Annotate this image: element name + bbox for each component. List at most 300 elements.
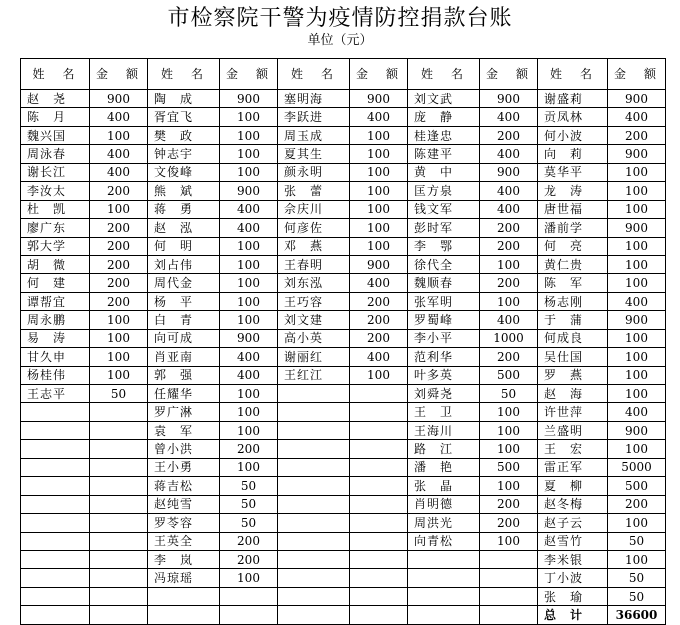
donor-name-cell: 李 岚 bbox=[148, 550, 220, 568]
donation-amount-cell: 400 bbox=[220, 348, 278, 366]
donor-name-cell: 罗 燕 bbox=[538, 366, 608, 384]
donor-name-cell: 王红江 bbox=[278, 366, 350, 384]
donor-name-cell: 邓 燕 bbox=[278, 237, 350, 255]
donor-name-cell: 潘 艳 bbox=[408, 458, 480, 476]
donor-name-cell: 赵子云 bbox=[538, 514, 608, 532]
donation-amount-cell: 100 bbox=[480, 255, 538, 273]
donation-amount-cell: 100 bbox=[220, 292, 278, 310]
donor-name-cell: 文俊峰 bbox=[148, 163, 220, 181]
donation-amount-cell: 100 bbox=[608, 550, 666, 568]
donor-name-cell bbox=[21, 587, 90, 605]
table-row bbox=[21, 477, 666, 495]
donor-name-cell: 李小平 bbox=[408, 329, 480, 347]
donation-amount-cell: 200 bbox=[480, 514, 538, 532]
donor-name-cell: 何成良 bbox=[538, 329, 608, 347]
donor-name-cell: 钟志宇 bbox=[148, 145, 220, 163]
donor-name-cell: 陈 军 bbox=[538, 274, 608, 292]
donor-name-cell bbox=[278, 495, 350, 513]
donation-amount-cell: 400 bbox=[608, 292, 666, 310]
total-amount: 36600 bbox=[608, 606, 666, 624]
donation-amount-cell: 100 bbox=[608, 514, 666, 532]
table-row bbox=[21, 200, 666, 218]
table-row bbox=[21, 255, 666, 273]
donation-amount-cell: 50 bbox=[608, 587, 666, 605]
table-row bbox=[21, 163, 666, 181]
table-row bbox=[21, 606, 666, 624]
donation-amount-cell: 400 bbox=[480, 182, 538, 200]
donor-name-cell: 颜永明 bbox=[278, 163, 350, 181]
donor-name-cell: 黄 中 bbox=[408, 163, 480, 181]
table-row bbox=[21, 532, 666, 550]
donor-name-cell: 张 蕾 bbox=[278, 182, 350, 200]
donation-amount-cell: 200 bbox=[480, 348, 538, 366]
name-column-header: 姓 名 bbox=[278, 59, 350, 90]
donor-name-cell bbox=[278, 477, 350, 495]
donor-name-cell: 白 青 bbox=[148, 311, 220, 329]
donor-name-cell bbox=[21, 569, 90, 587]
donation-amount-cell: 100 bbox=[220, 569, 278, 587]
donation-amount-cell: 400 bbox=[350, 274, 408, 292]
donation-amount-cell: 100 bbox=[90, 200, 148, 218]
donor-name-cell: 王小勇 bbox=[148, 458, 220, 476]
donor-name-cell: 胥宜飞 bbox=[148, 108, 220, 126]
table-row bbox=[21, 440, 666, 458]
donor-name-cell: 杨 平 bbox=[148, 292, 220, 310]
donation-amount-cell: 500 bbox=[480, 366, 538, 384]
donor-name-cell bbox=[278, 421, 350, 439]
amount-column-header: 金 额 bbox=[480, 59, 538, 90]
donation-amount-cell: 900 bbox=[608, 311, 666, 329]
donor-name-cell: 王 宏 bbox=[538, 440, 608, 458]
table-row bbox=[21, 311, 666, 329]
table-row bbox=[21, 569, 666, 587]
donation-amount-cell: 900 bbox=[608, 90, 666, 108]
donor-name-cell: 周代金 bbox=[148, 274, 220, 292]
donation-amount-cell bbox=[90, 569, 148, 587]
donor-name-cell: 魏顺春 bbox=[408, 274, 480, 292]
donation-amount-cell: 400 bbox=[220, 366, 278, 384]
donation-amount-cell: 1000 bbox=[480, 329, 538, 347]
donation-amount-cell: 5000 bbox=[608, 458, 666, 476]
donation-amount-cell: 400 bbox=[220, 200, 278, 218]
donation-amount-cell: 100 bbox=[480, 403, 538, 421]
donor-name-cell: 刘占伟 bbox=[148, 255, 220, 273]
donation-amount-cell bbox=[350, 514, 408, 532]
ledger-body bbox=[21, 90, 666, 625]
donation-amount-cell: 400 bbox=[220, 219, 278, 237]
donation-amount-cell bbox=[350, 606, 408, 624]
donor-name-cell: 袁 军 bbox=[148, 421, 220, 439]
donation-amount-cell: 100 bbox=[350, 237, 408, 255]
donor-name-cell bbox=[21, 514, 90, 532]
donor-name-cell bbox=[21, 532, 90, 550]
donation-amount-cell: 100 bbox=[220, 108, 278, 126]
donation-amount-cell: 200 bbox=[90, 237, 148, 255]
donation-amount-cell: 100 bbox=[220, 385, 278, 403]
amount-column-header: 金 额 bbox=[608, 59, 666, 90]
donation-amount-cell: 200 bbox=[220, 532, 278, 550]
donor-name-cell: 王巧容 bbox=[278, 292, 350, 310]
donation-amount-cell bbox=[350, 550, 408, 568]
donor-name-cell: 谢长江 bbox=[21, 163, 90, 181]
page-title: 市检察院干警为疫情防控捐款台账 bbox=[167, 6, 513, 31]
donor-name-cell bbox=[21, 477, 90, 495]
donor-name-cell: 王 卫 bbox=[408, 403, 480, 421]
donor-name-cell: 杜 凯 bbox=[21, 200, 90, 218]
donor-name-cell: 赵冬梅 bbox=[538, 495, 608, 513]
donor-name-cell: 罗广淋 bbox=[148, 403, 220, 421]
donor-name-cell bbox=[278, 532, 350, 550]
donor-name-cell: 李汝太 bbox=[21, 182, 90, 200]
donor-name-cell: 塞明海 bbox=[278, 90, 350, 108]
table-row bbox=[21, 274, 666, 292]
donation-amount-cell: 100 bbox=[608, 163, 666, 181]
donor-name-cell: 谭帮宜 bbox=[21, 292, 90, 310]
donation-amount-cell: 200 bbox=[350, 329, 408, 347]
donation-amount-cell: 400 bbox=[480, 311, 538, 329]
donor-name-cell: 夏其生 bbox=[278, 145, 350, 163]
donor-name-cell: 佘庆川 bbox=[278, 200, 350, 218]
donation-amount-cell: 200 bbox=[90, 219, 148, 237]
donation-amount-cell: 400 bbox=[350, 348, 408, 366]
donor-name-cell bbox=[278, 403, 350, 421]
donor-name-cell: 李米银 bbox=[538, 550, 608, 568]
donation-amount-cell: 50 bbox=[220, 514, 278, 532]
donation-amount-cell bbox=[350, 421, 408, 439]
donation-amount-cell bbox=[90, 514, 148, 532]
donation-amount-cell: 100 bbox=[220, 145, 278, 163]
donor-name-cell: 丁小波 bbox=[538, 569, 608, 587]
donor-name-cell: 冯琼瑶 bbox=[148, 569, 220, 587]
donation-amount-cell bbox=[90, 606, 148, 624]
donation-amount-cell: 900 bbox=[480, 90, 538, 108]
donor-name-cell: 张 瑜 bbox=[538, 587, 608, 605]
donation-amount-cell: 400 bbox=[350, 108, 408, 126]
donation-amount-cell: 100 bbox=[220, 421, 278, 439]
donation-amount-cell bbox=[90, 440, 148, 458]
donation-amount-cell bbox=[480, 587, 538, 605]
donor-name-cell: 蒋吉松 bbox=[148, 477, 220, 495]
donor-name-cell: 杨桂伟 bbox=[21, 366, 90, 384]
donation-amount-cell: 100 bbox=[608, 366, 666, 384]
donor-name-cell: 赵 泓 bbox=[148, 219, 220, 237]
donation-amount-cell: 100 bbox=[350, 126, 408, 144]
table-row bbox=[21, 329, 666, 347]
donation-amount-cell: 100 bbox=[220, 237, 278, 255]
name-column-header: 姓 名 bbox=[538, 59, 608, 90]
donor-name-cell: 王春明 bbox=[278, 255, 350, 273]
donation-amount-cell bbox=[480, 606, 538, 624]
donor-name-cell: 彭时军 bbox=[408, 219, 480, 237]
donation-amount-cell bbox=[480, 550, 538, 568]
table-row bbox=[21, 182, 666, 200]
donation-amount-cell: 100 bbox=[608, 348, 666, 366]
donation-amount-cell: 50 bbox=[608, 569, 666, 587]
table-row bbox=[21, 219, 666, 237]
donor-name-cell: 王海川 bbox=[408, 421, 480, 439]
donation-amount-cell: 100 bbox=[90, 126, 148, 144]
donation-amount-cell: 100 bbox=[90, 366, 148, 384]
donation-amount-cell: 500 bbox=[608, 477, 666, 495]
donation-amount-cell: 100 bbox=[350, 200, 408, 218]
donation-amount-cell: 50 bbox=[220, 477, 278, 495]
donation-amount-cell bbox=[90, 532, 148, 550]
donor-name-cell: 蒋 勇 bbox=[148, 200, 220, 218]
donor-name-cell: 何 亮 bbox=[538, 237, 608, 255]
donor-name-cell: 罗苓容 bbox=[148, 514, 220, 532]
donation-amount-cell: 100 bbox=[480, 421, 538, 439]
donor-name-cell bbox=[278, 440, 350, 458]
donation-amount-cell: 200 bbox=[90, 274, 148, 292]
table-row bbox=[21, 292, 666, 310]
donation-amount-cell: 900 bbox=[220, 90, 278, 108]
donor-name-cell bbox=[278, 458, 350, 476]
donor-name-cell bbox=[408, 587, 480, 605]
amount-column-header: 金 额 bbox=[350, 59, 408, 90]
donor-name-cell: 魏兴国 bbox=[21, 126, 90, 144]
donation-amount-cell bbox=[90, 477, 148, 495]
donation-amount-cell: 100 bbox=[350, 219, 408, 237]
donation-amount-cell: 200 bbox=[350, 311, 408, 329]
donation-amount-cell: 100 bbox=[220, 403, 278, 421]
amount-column-header: 金 额 bbox=[90, 59, 148, 90]
donation-amount-cell: 200 bbox=[220, 440, 278, 458]
donor-name-cell: 周洪光 bbox=[408, 514, 480, 532]
donor-name-cell: 向 莉 bbox=[538, 145, 608, 163]
total-label: 总 计 bbox=[538, 606, 608, 624]
table-row bbox=[21, 237, 666, 255]
name-column-header: 姓 名 bbox=[148, 59, 220, 90]
donor-name-cell: 胡 微 bbox=[21, 255, 90, 273]
donation-amount-cell: 50 bbox=[220, 495, 278, 513]
donation-amount-cell: 100 bbox=[608, 329, 666, 347]
donation-amount-cell: 900 bbox=[220, 182, 278, 200]
donation-amount-cell: 50 bbox=[90, 385, 148, 403]
donor-name-cell bbox=[278, 569, 350, 587]
donor-name-cell: 樊 政 bbox=[148, 126, 220, 144]
donation-amount-cell: 200 bbox=[480, 274, 538, 292]
donation-amount-cell: 200 bbox=[90, 292, 148, 310]
donation-amount-cell: 400 bbox=[480, 145, 538, 163]
donation-amount-cell: 100 bbox=[608, 255, 666, 273]
donation-amount-cell: 50 bbox=[608, 532, 666, 550]
donation-amount-cell bbox=[350, 440, 408, 458]
donation-amount-cell: 100 bbox=[480, 292, 538, 310]
donor-name-cell: 何彦佐 bbox=[278, 219, 350, 237]
donation-amount-cell bbox=[90, 403, 148, 421]
donor-name-cell: 王志平 bbox=[21, 385, 90, 403]
donor-name-cell: 向可成 bbox=[148, 329, 220, 347]
donor-name-cell: 雷正军 bbox=[538, 458, 608, 476]
donor-name-cell: 杨志刚 bbox=[538, 292, 608, 310]
donation-amount-cell bbox=[90, 495, 148, 513]
donation-amount-cell: 200 bbox=[90, 182, 148, 200]
donation-amount-cell: 100 bbox=[90, 348, 148, 366]
donation-amount-cell: 200 bbox=[608, 126, 666, 144]
donation-amount-cell: 100 bbox=[480, 477, 538, 495]
donor-name-cell bbox=[21, 458, 90, 476]
donation-amount-cell bbox=[90, 587, 148, 605]
donation-amount-cell: 900 bbox=[350, 255, 408, 273]
table-row bbox=[21, 366, 666, 384]
donation-amount-cell: 100 bbox=[608, 200, 666, 218]
donation-amount-cell: 100 bbox=[220, 163, 278, 181]
donor-name-cell bbox=[148, 587, 220, 605]
donor-name-cell: 兰盛明 bbox=[538, 421, 608, 439]
donation-amount-cell: 400 bbox=[90, 163, 148, 181]
donor-name-cell: 陈建平 bbox=[408, 145, 480, 163]
donor-name-cell: 刘东泓 bbox=[278, 274, 350, 292]
table-row bbox=[21, 90, 666, 108]
donation-amount-cell: 900 bbox=[608, 219, 666, 237]
donation-amount-cell: 500 bbox=[480, 458, 538, 476]
donation-amount-cell: 100 bbox=[480, 532, 538, 550]
donor-name-cell: 张 晶 bbox=[408, 477, 480, 495]
donation-amount-cell: 900 bbox=[350, 90, 408, 108]
donation-amount-cell: 100 bbox=[350, 163, 408, 181]
donor-name-cell: 桂逢忠 bbox=[408, 126, 480, 144]
donor-name-cell: 陶 成 bbox=[148, 90, 220, 108]
donor-name-cell: 唐世福 bbox=[538, 200, 608, 218]
donor-name-cell bbox=[21, 440, 90, 458]
table-row bbox=[21, 348, 666, 366]
donation-amount-cell: 400 bbox=[480, 108, 538, 126]
donation-amount-cell: 100 bbox=[350, 145, 408, 163]
donation-amount-cell bbox=[350, 385, 408, 403]
donor-name-cell: 何小波 bbox=[538, 126, 608, 144]
table-row bbox=[21, 550, 666, 568]
donor-name-cell: 赵纯雪 bbox=[148, 495, 220, 513]
donation-amount-cell bbox=[350, 532, 408, 550]
donation-amount-cell: 200 bbox=[90, 255, 148, 273]
donor-name-cell: 潘前学 bbox=[538, 219, 608, 237]
table-row bbox=[21, 108, 666, 126]
donation-amount-cell: 400 bbox=[608, 403, 666, 421]
table-row bbox=[21, 421, 666, 439]
donor-name-cell: 谢丽红 bbox=[278, 348, 350, 366]
donor-name-cell: 周玉成 bbox=[278, 126, 350, 144]
donation-amount-cell bbox=[220, 606, 278, 624]
donor-name-cell: 曾小洪 bbox=[148, 440, 220, 458]
donation-amount-cell: 900 bbox=[608, 421, 666, 439]
donation-amount-cell: 200 bbox=[480, 237, 538, 255]
unit-label: 单位（元） bbox=[307, 33, 373, 48]
donation-amount-cell: 100 bbox=[220, 458, 278, 476]
donor-name-cell: 庞 静 bbox=[408, 108, 480, 126]
table-row bbox=[21, 385, 666, 403]
donor-name-cell: 郭 强 bbox=[148, 366, 220, 384]
donor-name-cell bbox=[408, 550, 480, 568]
table-row bbox=[21, 587, 666, 605]
donation-amount-cell: 200 bbox=[608, 495, 666, 513]
donation-amount-cell: 100 bbox=[220, 274, 278, 292]
donor-name-cell: 张军明 bbox=[408, 292, 480, 310]
donation-amount-cell: 400 bbox=[90, 145, 148, 163]
donor-name-cell bbox=[21, 403, 90, 421]
donor-name-cell: 赵雪竹 bbox=[538, 532, 608, 550]
donation-amount-cell bbox=[480, 569, 538, 587]
donor-name-cell: 周永鹏 bbox=[21, 311, 90, 329]
donor-name-cell: 路 江 bbox=[408, 440, 480, 458]
donation-ledger-table bbox=[20, 58, 666, 625]
donation-amount-cell: 100 bbox=[220, 126, 278, 144]
donation-amount-cell: 100 bbox=[350, 366, 408, 384]
donor-name-cell: 莫华平 bbox=[538, 163, 608, 181]
donor-name-cell: 廖广东 bbox=[21, 219, 90, 237]
donor-name-cell bbox=[21, 550, 90, 568]
donation-amount-cell bbox=[220, 587, 278, 605]
table-row bbox=[21, 458, 666, 476]
donation-amount-cell bbox=[350, 495, 408, 513]
donation-amount-cell: 100 bbox=[608, 182, 666, 200]
donor-name-cell: 罗蜀峰 bbox=[408, 311, 480, 329]
table-row bbox=[21, 126, 666, 144]
donor-name-cell: 周泳春 bbox=[21, 145, 90, 163]
donation-amount-cell: 400 bbox=[608, 108, 666, 126]
donation-amount-cell: 200 bbox=[350, 292, 408, 310]
donation-amount-cell: 100 bbox=[608, 440, 666, 458]
donor-name-cell: 任耀华 bbox=[148, 385, 220, 403]
donor-name-cell: 李 鄂 bbox=[408, 237, 480, 255]
table-row bbox=[21, 495, 666, 513]
donor-name-cell: 于 蒲 bbox=[538, 311, 608, 329]
donor-name-cell: 熊 斌 bbox=[148, 182, 220, 200]
donor-name-cell: 陈 月 bbox=[21, 108, 90, 126]
donation-amount-cell bbox=[90, 421, 148, 439]
donor-name-cell bbox=[21, 495, 90, 513]
donation-amount-cell: 100 bbox=[350, 182, 408, 200]
donation-amount-cell: 900 bbox=[480, 163, 538, 181]
donation-amount-cell: 900 bbox=[608, 145, 666, 163]
table-row bbox=[21, 403, 666, 421]
donation-amount-cell: 400 bbox=[480, 200, 538, 218]
donation-amount-cell bbox=[350, 403, 408, 421]
donation-amount-cell: 100 bbox=[608, 274, 666, 292]
donor-name-cell bbox=[408, 569, 480, 587]
donor-name-cell: 刘文武 bbox=[408, 90, 480, 108]
donation-amount-cell bbox=[350, 587, 408, 605]
donor-name-cell: 黄仁贵 bbox=[538, 255, 608, 273]
amount-column-header: 金 额 bbox=[220, 59, 278, 90]
donation-amount-cell: 200 bbox=[480, 495, 538, 513]
donor-name-cell: 叶多英 bbox=[408, 366, 480, 384]
donor-name-cell: 许世萍 bbox=[538, 403, 608, 421]
donation-amount-cell bbox=[350, 477, 408, 495]
donor-name-cell: 何 明 bbox=[148, 237, 220, 255]
donor-name-cell bbox=[21, 421, 90, 439]
donor-name-cell: 刘文建 bbox=[278, 311, 350, 329]
donor-name-cell: 钱文军 bbox=[408, 200, 480, 218]
table-row bbox=[21, 514, 666, 532]
donor-name-cell bbox=[148, 606, 220, 624]
donor-name-cell: 王英全 bbox=[148, 532, 220, 550]
donor-name-cell: 龙 涛 bbox=[538, 182, 608, 200]
donation-amount-cell: 100 bbox=[90, 329, 148, 347]
donor-name-cell: 赵 尧 bbox=[21, 90, 90, 108]
donor-name-cell: 赵 海 bbox=[538, 385, 608, 403]
donation-amount-cell: 100 bbox=[220, 311, 278, 329]
donor-name-cell bbox=[408, 606, 480, 624]
donor-name-cell: 匡方泉 bbox=[408, 182, 480, 200]
donation-amount-cell: 200 bbox=[220, 550, 278, 568]
donor-name-cell: 夏 柳 bbox=[538, 477, 608, 495]
donor-name-cell: 肖亚南 bbox=[148, 348, 220, 366]
header-row bbox=[21, 59, 666, 90]
donor-name-cell bbox=[21, 606, 90, 624]
donor-name-cell bbox=[278, 550, 350, 568]
donation-amount-cell: 50 bbox=[480, 385, 538, 403]
donation-amount-cell: 100 bbox=[90, 311, 148, 329]
